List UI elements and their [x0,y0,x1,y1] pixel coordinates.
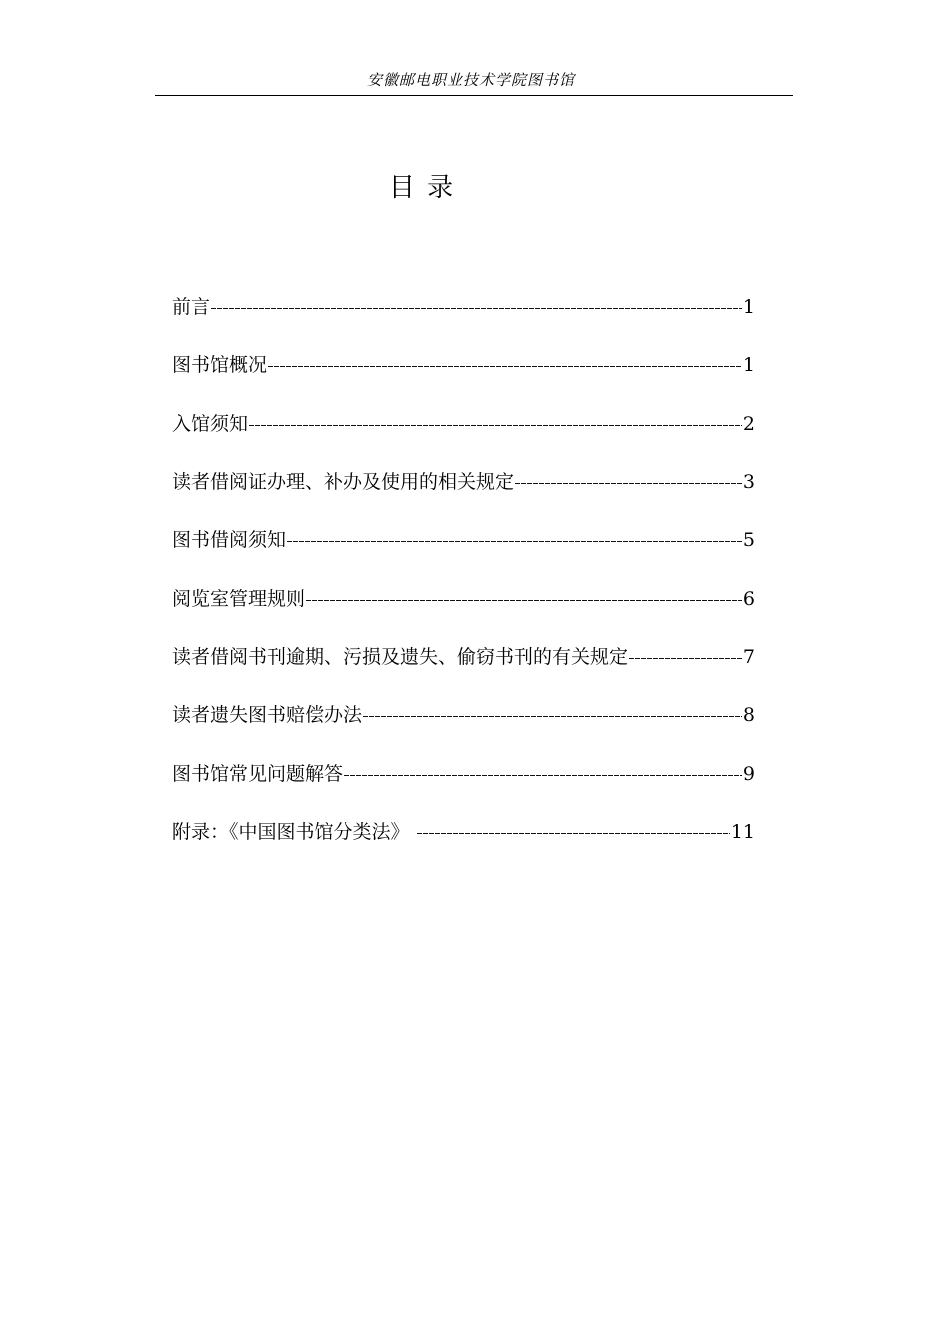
toc-entry [172,453,755,511]
toc-entry-label: 前言 [172,296,211,319]
toc-entry-label: 图书馆概况 [172,354,268,377]
toc-entry-page: 8 [742,704,755,727]
toc-leader [306,588,742,610]
toc-entry-page: 1 [742,296,755,319]
toc-leader [268,354,742,376]
toc-entry-page: 11 [730,821,755,844]
toc-entry-page: 7 [742,646,755,669]
toc-entry-label: 入馆须知 [172,412,249,435]
toc-entry [172,686,755,744]
toc-entry-label: 读者借阅证办理、补办及使用的相关规定 [172,471,515,494]
toc-leader [211,296,742,318]
toc-entry-label: 图书借阅须知 [172,529,287,552]
toc-leader [363,704,742,726]
toc-leader [515,471,742,493]
toc-entry [172,278,755,336]
toc-leader [344,763,742,785]
toc-entry [172,570,755,628]
table-of-contents [172,278,755,861]
toc-entry [172,628,755,686]
toc-entry-page: 5 [742,529,755,552]
toc-entry-label: 读者借阅书刊逾期、污损及遗失、偷窃书刊的有关规定 [172,646,629,669]
running-header: 安徽邮电职业技术学院图书馆 [366,71,575,89]
toc-leader [249,413,742,435]
page-title: 目 录 [388,173,456,203]
toc-entry-page: 2 [742,412,755,435]
toc-entry [172,745,755,803]
toc-entry-page: 9 [742,762,755,785]
toc-entry [172,511,755,569]
toc-entry-page: 1 [742,354,755,377]
toc-entry [172,395,755,453]
toc-entry [172,803,755,861]
toc-entry-label: 附录：《中国图书馆分类法》 [172,821,416,844]
toc-leader [287,529,742,551]
toc-entry-label: 阅览室管理规则 [172,587,306,610]
toc-entry [172,336,755,394]
toc-entry-label: 图书馆常见问题解答 [172,762,344,785]
toc-leader [417,821,730,843]
toc-entry-label: 读者遗失图书赔偿办法 [172,704,363,727]
toc-leader [629,646,742,668]
toc-entry-page: 6 [742,587,755,610]
toc-entry-page: 3 [742,471,755,494]
header-rule [155,95,793,96]
